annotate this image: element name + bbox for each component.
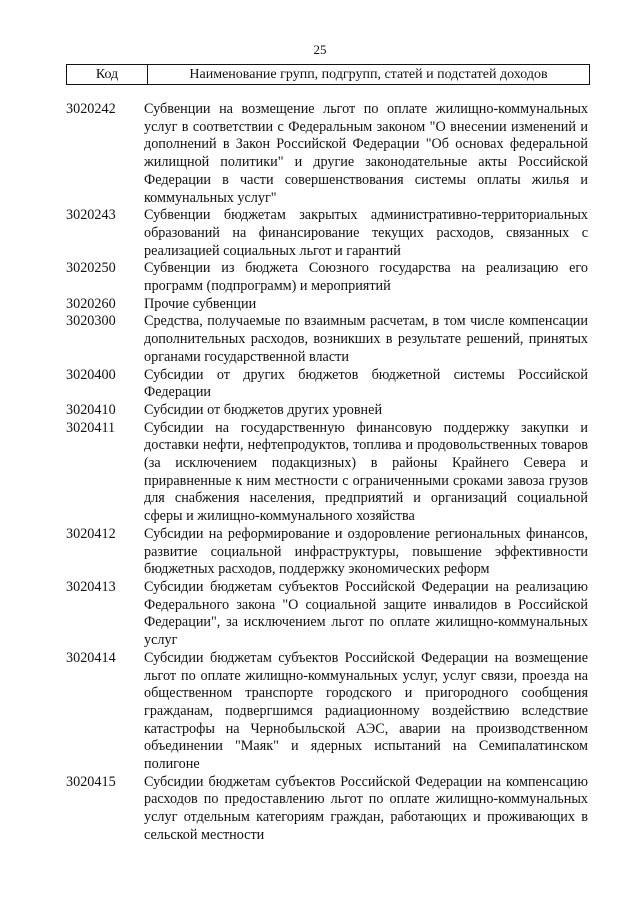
row-text: Субсидии бюджетам субъектов Российской Федерации на компенсацию расходов по предоставлению льгот по оплате жилищно-коммунальных услуг отдельным категориям граждан, работающих и проживающих в сельской местности [144, 773, 588, 843]
row-code: 3020412 [66, 525, 116, 542]
row-text: Субсидии на государственную финансовую поддержку закупки и доставки нефти, нефтепродуктов, топлива и продовольственных товаров (за исключением подакцизных) в районы Крайнего Севера и приравненные к ним местности с ограниченными сроками завоза грузов для снабжения населения, предприятий и организаций социальной сферы и жилищно-коммунального хозяйства [144, 419, 588, 525]
table-header [66, 64, 590, 85]
table-row [66, 402, 588, 420]
row-code: 3020415 [66, 773, 116, 790]
row-text: Субсидии от бюджетов других уровней [144, 401, 383, 418]
table-row [66, 650, 588, 774]
row-code: 3020260 [66, 295, 116, 312]
row-code: 3020250 [66, 260, 116, 277]
row-text: Субсидии бюджетам субъектов Российской Федерации на возмещение льгот по оплате жилищно-коммунальных услуг, услуг связи, проезда на общественном транспорте городского и пригородного сообщения гражданам, подвергшимся радиационному воздействию вследствие катастрофы на Чернобыльской АЭС, аварии на производственном объединении "Маяк" и ядерных испытаний на Семипалатинском полигоне [144, 649, 588, 773]
table-row [66, 207, 588, 260]
row-text: Субвенции на возмещение льгот по оплате жилищно-коммунальных услуг в соответствии с Федеральным законом "О внесении изменений и дополнений в Закон Российской Федерации "Об основах федеральной жилищной политики" и другие законодательные акты Российской Федерации в части совершенствования системы оплаты жилья и коммунальных услуг" [144, 101, 588, 206]
row-text: Субсидии на реформирование и оздоровление региональных финансов, развитие социальной инфраструктуры, повышение эффективности бюджетных расходов, поддержку экономических реформ [144, 525, 588, 578]
table-body [66, 101, 588, 845]
row-code: 3020411 [66, 419, 116, 436]
table-row [66, 101, 588, 207]
row-text: Средства, получаемые по взаимным расчетам, в том числе компенсации дополнительных расходов, возникших в результате решений, принятых органами государственной власти [144, 313, 588, 365]
table-row [66, 774, 588, 845]
table-row [66, 579, 588, 650]
table-row [66, 313, 588, 366]
row-text: Субвенции из бюджета Союзного государства на реализацию его программ (подпрограмм) и мероприятий [144, 260, 588, 295]
row-code: 3020243 [66, 207, 116, 224]
header-name: Наименование групп, подгрупп, статей и подстатей доходов [189, 67, 548, 82]
table-row [66, 296, 588, 314]
row-code: 3020400 [66, 366, 116, 383]
table-row [66, 260, 588, 295]
row-code: 3020413 [66, 578, 116, 595]
table-row [66, 420, 588, 526]
row-text: Прочие субвенции [144, 295, 257, 312]
row-text: Субсидии бюджетам субъектов Российской Федерации на реализацию Федерального закона "О социальной защите инвалидов в Российской Федерации", за исключением льгот по оплате жилищно-коммунальных услуг [144, 578, 588, 649]
row-text: Субвенции бюджетам закрытых административно-территориальных образований на финансирование текущих расходов, связанных с реализацией социальных льгот и гарантий [144, 207, 588, 259]
row-code: 3020410 [66, 401, 116, 418]
header-code: Код [67, 65, 148, 84]
page-number: 25 [313, 42, 327, 57]
row-code: 3020242 [66, 101, 116, 117]
table-row [66, 526, 588, 579]
row-code: 3020300 [66, 313, 116, 330]
row-code: 3020414 [66, 649, 116, 666]
table-row [66, 367, 588, 402]
row-text: Субсидии от других бюджетов бюджетной системы Российской Федерации [144, 366, 588, 401]
